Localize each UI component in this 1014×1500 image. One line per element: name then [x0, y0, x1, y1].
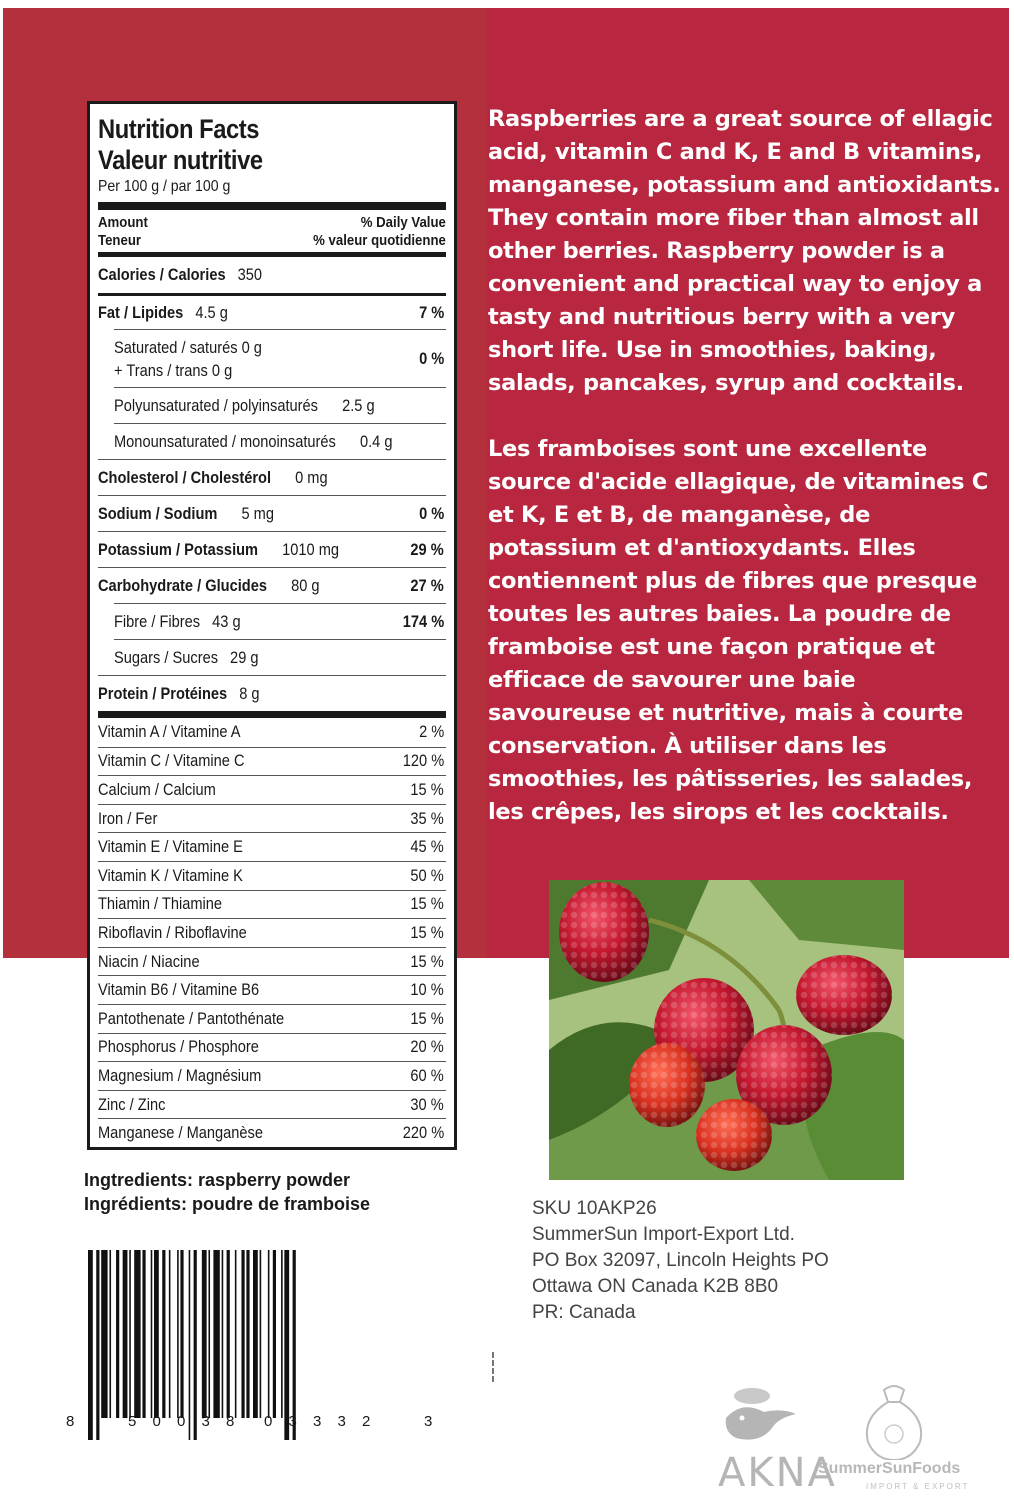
nutrient-row-sodium: Sodium / Sodium 5 mg 0 %: [98, 495, 446, 531]
nutrient-row-fat: Fat / Lipides 4.5 g 7 %: [98, 293, 446, 329]
barcode-bar: [151, 1250, 153, 1418]
nutrient-row-calories: Calories / Calories 350: [98, 265, 263, 284]
ssf-tagline: IMPORT & EXPORT: [866, 1482, 970, 1491]
company-address: [532, 1196, 829, 1326]
amount-label-fr: Teneur: [98, 232, 142, 249]
barcode-digit-check: 3: [424, 1413, 433, 1430]
barcode-bar: [241, 1250, 244, 1418]
barcode-bar: [154, 1250, 159, 1418]
nutrient-row-fibre: Fibre / Fibres 43 g 174 %: [114, 603, 446, 639]
vitamin-row: Vitamin E / Vitamine E 45 %: [98, 832, 446, 861]
barcode-bar: [208, 1250, 210, 1418]
nutrient-row-potassium: Potassium / Potassium 1010 mg 29 %: [98, 531, 446, 567]
barcode-bar: [123, 1250, 128, 1418]
vitamin-row: Niacin / Niacine 15 %: [98, 947, 446, 976]
akna-wordmark: AKNA: [718, 1450, 837, 1496]
vitamin-row: Zinc / Zinc 30 %: [98, 1090, 446, 1119]
barcode-bar: [260, 1250, 262, 1418]
nutrient-row-protein: Protein / Protéines 8 g: [98, 675, 446, 711]
daily-value-percent: 29 %: [410, 539, 444, 559]
ingredients: [84, 1168, 370, 1216]
barcode-bar: [189, 1250, 191, 1440]
bird-icon: [712, 1378, 804, 1458]
daily-value-percent: 0 %: [418, 348, 444, 368]
ssf-wordmark: SummerSunFoods: [818, 1460, 961, 1477]
vitamin-row: Thiamin / Thiamine 15 %: [98, 890, 446, 919]
product-description: [488, 103, 1004, 829]
po-box: PO Box 32097, Lincoln Heights PO: [532, 1250, 829, 1271]
amount-header: [98, 210, 446, 252]
raspberry-illustration: [549, 880, 904, 1180]
description-en: Raspberries are a great source of ellagic acid, vitamin C and K, E and B vitamins, manganese, potassium and antioxidants. They contain more fiber than almost all other berries. Raspberry powder is a convenient and practical way to enjoy a tasty and nutritious berry with a very short life. Use in smoothies, baking, salads, pancakes, syrup and cocktails.: [488, 106, 1001, 396]
vitamin-row: Iron / Fer 35 %: [98, 804, 446, 833]
barcode-digits-left: 5 0 0 3 8: [128, 1413, 241, 1430]
nutrient-row-carbohydrate: Carbohydrate / Glucides 80 g 27 %: [98, 567, 446, 603]
barcode-bar: [177, 1250, 179, 1418]
barcode-bar: [273, 1250, 276, 1418]
vitamin-row: Vitamin K / Vitamine K 50 %: [98, 861, 446, 890]
vitamin-row: Magnesium / Magnésium 60 %: [98, 1061, 446, 1090]
vitamin-row: Vitamin A / Vitamine A 2 %: [98, 722, 444, 742]
barcode-bar: [253, 1250, 258, 1418]
barcode-digit-first: 8: [66, 1413, 75, 1430]
barcode-bar: [169, 1250, 171, 1418]
sku: SKU 10AKP26: [532, 1198, 657, 1219]
upc-barcode: [60, 1245, 440, 1445]
sack-icon: [814, 1380, 976, 1460]
daily-value-label-fr: % valeur quotidienne: [313, 232, 446, 249]
barcode-bars: [60, 1245, 440, 1445]
barcode-bar: [96, 1250, 99, 1440]
barcode-bar: [142, 1250, 145, 1418]
description-fr: Les framboises sont une excellente source d'acide ellagique, de vitamines C et K, E et B, de manganèse, de potassium et d'antioxydants. Elles contiennent plus de fibres que presque toutes les autres baies. La poudre de framboise est une façon pratique et efficace de savourer une baie savoureuse et nutritive, mais à courte conservation. À utiliser dans les smoothies, les pâtisseries, les salades, les crêpes, les sirops et les cocktails.: [488, 436, 988, 825]
nutrient-row-sugars: Sugars / Sucres 29 g: [114, 639, 446, 675]
barcode-bar: [194, 1250, 197, 1440]
nutrient-row-cholesterol: Cholesterol / Cholestérol 0 mg: [98, 459, 446, 495]
vitamin-row: Manganese / Manganèse 220 %: [98, 1118, 446, 1147]
barcode-bar: [268, 1250, 270, 1418]
barcode-bar: [116, 1250, 119, 1418]
akna-logo: [712, 1378, 837, 1500]
barcode-bar: [88, 1250, 93, 1440]
barcode-bar: [129, 1250, 131, 1418]
amount-label-en: Amount: [98, 214, 148, 231]
barcode-digits-right: 0 3 3 3 2: [264, 1413, 377, 1430]
nutrient-row-monounsaturated: Monounsaturated / monoinsaturés 0.4 g: [114, 423, 446, 459]
dashed-divider: [492, 1352, 496, 1382]
vitamin-row: Riboflavin / Riboflavine 15 %: [98, 918, 446, 947]
thick-divider: [98, 711, 446, 718]
ingredients-en: Ingtredients: raspberry powder: [84, 1170, 351, 1190]
summersunfoods-logo: [814, 1380, 976, 1500]
daily-value-percent: 0 %: [418, 503, 444, 523]
barcode-bar: [293, 1250, 296, 1440]
nutrition-title-fr: Valeur nutritive: [98, 145, 263, 175]
vitamin-row: Calcium / Calcium 15 %: [98, 775, 446, 804]
raspberry-photo: [549, 880, 904, 1180]
daily-value-percent: 174 %: [402, 611, 444, 631]
vitamin-list: [98, 718, 446, 1147]
barcode-bar: [284, 1250, 289, 1440]
ingredients-fr: Ingrédients: poudre de framboise: [84, 1194, 371, 1214]
barcode-bar: [134, 1250, 140, 1418]
vitamin-row: Phosphorus / Phosphore 20 %: [98, 1033, 446, 1062]
daily-value-percent: 7 %: [418, 302, 444, 322]
serving-size: Per 100 g / par 100 g: [98, 178, 231, 195]
barcode-bar: [235, 1250, 237, 1418]
nutrient-row-polyunsaturated: Polyunsaturated / polyinsaturés 2.5 g: [114, 387, 446, 423]
barcode-bar: [213, 1250, 219, 1418]
city-line: Ottawa ON Canada K2B 8B0: [532, 1276, 779, 1297]
daily-value-label-en: % Daily Value: [360, 214, 446, 231]
barcode-bar: [180, 1250, 183, 1418]
barcode-bar: [101, 1250, 107, 1418]
barcode-bar: [109, 1250, 111, 1418]
nutrient-row-saturated: Saturated / saturés 0 g + Trans / trans 0 g 0 %: [114, 329, 446, 387]
barcode-bar: [162, 1250, 165, 1418]
barcode-bar: [202, 1250, 207, 1418]
barcode-bar: [281, 1250, 283, 1418]
thick-divider: [98, 202, 446, 210]
barcode-bar: [246, 1250, 249, 1418]
vitamin-row: Pantothenate / Pantothénate 15 %: [98, 1004, 446, 1033]
company-name: SummerSun Import-Export Ltd.: [532, 1224, 795, 1245]
barcode-bar: [227, 1250, 230, 1418]
vitamin-row: Vitamin C / Vitamine C 120 %: [98, 747, 446, 776]
nutrition-title-en: Nutrition Facts: [98, 114, 260, 144]
barcode-bar: [222, 1250, 224, 1418]
daily-value-percent: 27 %: [410, 575, 444, 595]
vitamin-row: Vitamin B6 / Vitamine B6 10 %: [98, 975, 446, 1004]
origin: PR: Canada: [532, 1302, 636, 1323]
nutrition-facts-table: [87, 101, 457, 1150]
